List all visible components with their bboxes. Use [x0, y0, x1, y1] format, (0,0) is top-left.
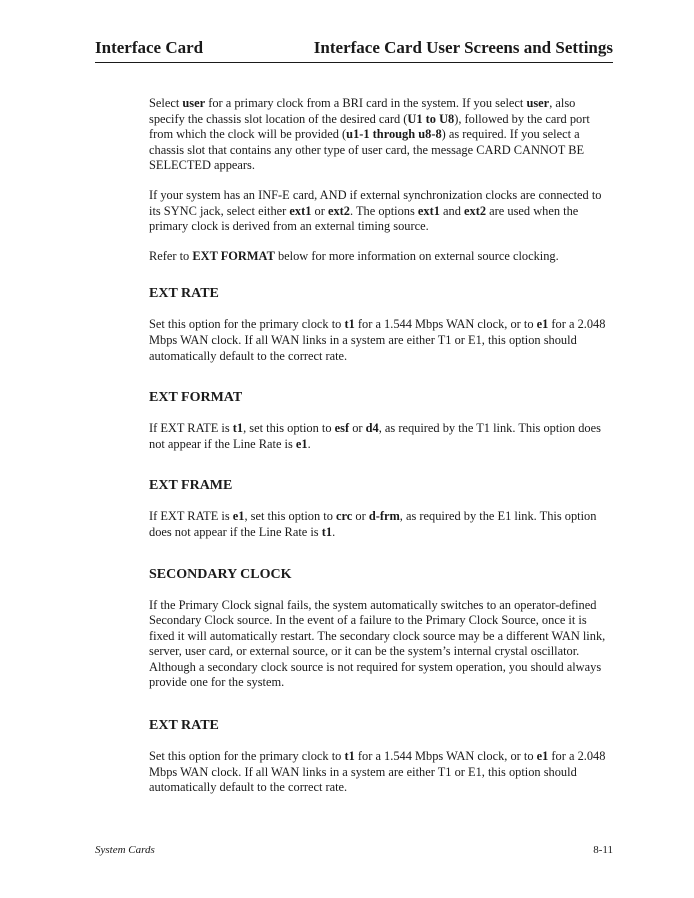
page-header [95, 38, 613, 62]
emphasized-term: t1 [344, 749, 355, 764]
paragraph-ext-format: If EXT RATE is t1, set this option to esf or d4, as required by the T1 link. This option does not appear if the Line Rate is e1. [149, 421, 601, 451]
paragraph-ext-rate-secondary: Set this option for the primary clock to t1 for a 1.544 Mbps WAN clock, or to e1 for a 2.048 Mbps WAN clock. If all WAN links in a system are either T1 or E1, this option should automatically default to the correct rate. [149, 749, 606, 795]
heading-ext-rate-secondary: EXT RATE [149, 718, 219, 734]
header-section-title: Interface Card User Screens and Settings [313, 38, 613, 57]
emphasized-term: e1 [232, 509, 245, 524]
emphasized-term: e1 [295, 436, 308, 451]
emphasized-term: user [182, 96, 206, 110]
emphasized-term: d4 [365, 421, 379, 436]
paragraph-external-sync: If your system has an INF-E card, AND if external synchronization clocks are connected to its SYNC jack, select either ext1 or ext2. The options ext1 and ext2 are used when the primary clock is derived from an external timing source. [149, 187, 602, 234]
heading-secondary-clock: SECONDARY CLOCK [149, 566, 292, 582]
heading-ext-format: EXT FORMAT [149, 390, 243, 406]
emphasized-term: EXT FORMAT [192, 248, 275, 263]
emphasized-term: e1 [536, 317, 549, 332]
emphasized-term: ext2 [464, 203, 487, 218]
heading-ext-rate: EXT RATE [149, 286, 219, 302]
emphasized-term: u1-1 through u8-8 [346, 127, 442, 142]
emphasized-term: esf [334, 421, 350, 436]
paragraph-ext-rate: Set this option for the primary clock to t1 for a 1.544 Mbps WAN clock, or to e1 for a 2.048 Mbps WAN clock. If all WAN links in a system are either T1 or E1, this option should automatically default to the correct rate. [149, 317, 606, 363]
emphasized-term: ext1 [417, 203, 440, 218]
paragraph-user-clock: Select user for a primary clock from a BRI card in the system. If you select user, also specify the chassis slot location of the desired card (U1 to U8), followed by the card port from which the clock will be provided (u1-1 through u8-8) as required. If you select a chassis slot that contains any other type of user card, the message CARD CANNOT BE SELECTED appears. [149, 96, 590, 173]
paragraph-ext-frame: If EXT RATE is e1, set this option to crc or d-frm, as required by the E1 link. This option does not appear if the Line Rate is t1. [149, 509, 597, 539]
heading-ext-frame: EXT FRAME [149, 478, 233, 494]
emphasized-term: e1 [536, 749, 549, 764]
emphasized-term: t1 [344, 317, 355, 332]
footer-page-number: 8-11 [593, 844, 613, 856]
paragraph-ext-format-ref: Refer to EXT FORMAT below for more information on external source clocking. [149, 248, 559, 263]
page-body [149, 96, 613, 810]
emphasized-term: crc [336, 509, 353, 524]
emphasized-term: d-frm [368, 509, 400, 524]
footer-section-name: System Cards [95, 844, 155, 856]
emphasized-term: ext2 [327, 203, 350, 218]
header-chapter-title: Interface Card [95, 38, 204, 57]
emphasized-term: ext1 [289, 203, 312, 218]
emphasized-term: user [526, 96, 550, 110]
header-rule [95, 62, 613, 63]
emphasized-term: U1 to U8 [407, 111, 455, 126]
emphasized-term: t1 [232, 421, 244, 436]
emphasized-term: t1 [321, 524, 333, 539]
paragraph-secondary-clock: If the Primary Clock signal fails, the system automatically switches to an operator-defined Secondary Clock source. In the event of a failure to the Primary Clock Source, once it is fixed it will automatically restart. The secondary clock source may be a different WAN link, server, user card, or external source, or it can be the system’s internal crystal oscillator. Although a secondary clock source is not required for system operation, you should always provide one for the system. [149, 597, 606, 690]
